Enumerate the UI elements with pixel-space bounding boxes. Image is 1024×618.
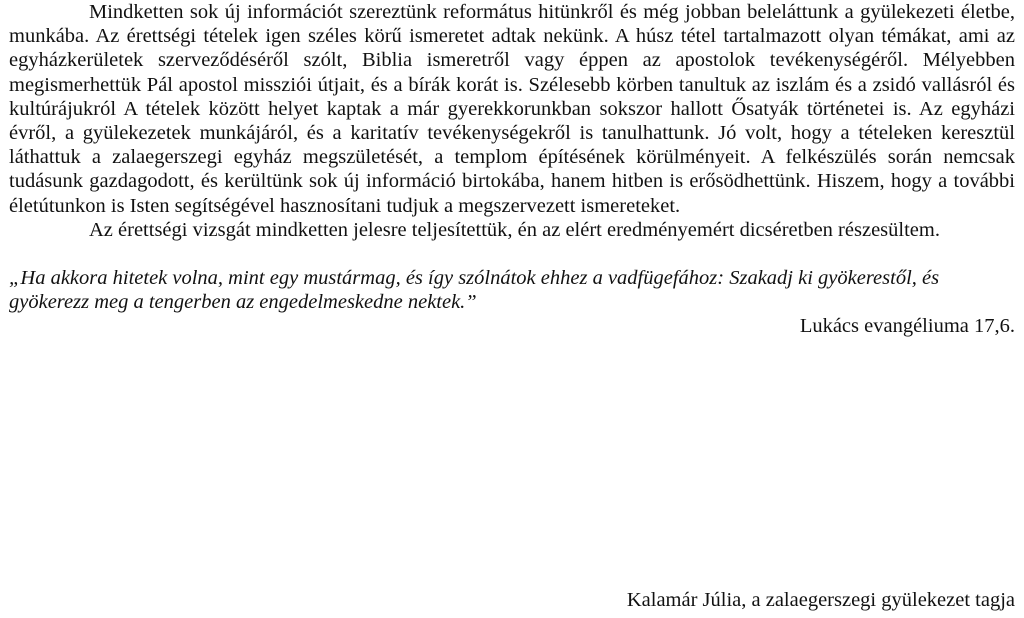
document-body [9,0,1015,339]
author-signature: Kalamár Júlia, a zalaegerszegi gyülekezet tagja [626,589,1015,611]
quote-source: Lukács evangéliuma 17,6. [799,315,1015,338]
paragraph-exam-topics: Mindketten sok új információt szereztünk református hitünkről és még jobban beleláttunk a gyülekezeti életbe, munkába. Az érettségi tételek igen széles körű ismeretet adtak nekünk. A húsz tétel tartalmazott olyan témákat, ami az egyházkerületek szerveződéséről szólt, Biblia ismeretről vagy éppen az apostolok tevékenységéről. Mélyebben megismerhettük Pál apostol missziói útjait, és a bírák korát is. Szélesebb körben tanultuk az iszlám és a zsidó vallásról és kultúrájukról A tételek között helyet kaptak a már gyerekkorunkban sokszor hallott Ősatyák történetei is. Az egyházi évről, a gyülekezetek munkájáról, és a karitatív tevékenységekről is tanulhattunk. Jó volt, hogy a tételeken keresztül láthattuk a zalaegerszegi egyház megszületését, a templom építésének körülményeit. A felkészülés során nemcsak tudásunk gazdagodott, és kerültünk sok új információ birtokába, hanem hitben is erősödhettünk. Hiszem, hogy a további életútunkon is Isten segítségével hasznosítani tudjuk a megszervezett ismereteket. [9,1,1015,217]
bible-quote: „Ha akkora hitetek volna, mint egy mustármag, és így szólnátok ehhez a vadfügefához: Szakadj ki gyökerestől, és gyökerezz meg a tengerben az engedelmeskedne nektek.” [9,267,940,314]
paragraph-exam-result: Az érettségi vizsgát mindketten jelesre teljesítettük, én az elért eredményemért dicséretben részesültem. [89,218,940,241]
